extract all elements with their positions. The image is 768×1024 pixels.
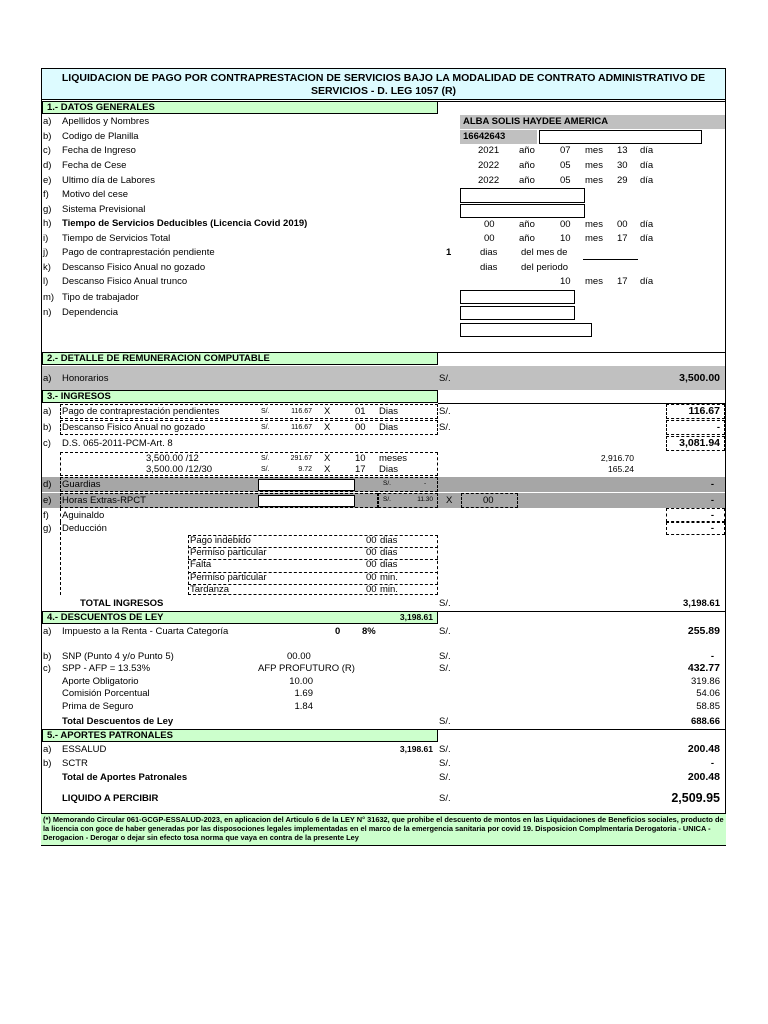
spp-amount: 432.77 (687, 662, 720, 674)
deducibles-day-label: día (640, 219, 654, 230)
horas-extras-qty: 00 (483, 495, 494, 506)
deduccion-item-divider (188, 559, 438, 560)
ingreso-b-label: Descanso Fisico Anual no gozado (62, 422, 206, 433)
honorarios-amount: 3,500.00 (679, 372, 720, 384)
horas-extras-currency: S/. (383, 496, 391, 503)
deduccion-amount: - (710, 523, 714, 534)
liquido-currency: S/. (439, 793, 451, 804)
ingreso-day: 13 (617, 145, 628, 156)
essalud-label: ESSALUD (62, 744, 107, 755)
total-descuentos-label: Total Descuentos de Ley (62, 716, 174, 727)
datos-row-label: Motivo del cese (62, 189, 129, 200)
guardias-label: Guardias (62, 479, 101, 490)
deduccion-item-unit: dias (380, 547, 398, 559)
section-4-line (438, 611, 725, 612)
section-1-header: 1.- DATOS GENERALES (42, 101, 438, 114)
datos-row-label: Dependencia (62, 307, 118, 318)
cese-year: 2022 (478, 160, 500, 171)
ingreso-c-sub2-times: X (324, 464, 331, 475)
ingreso-a-letter: a) (43, 406, 52, 417)
deduccion-item-unit: min. (380, 583, 398, 595)
sctr-currency: S/. (439, 758, 451, 769)
renta-value1: 0 (335, 626, 341, 637)
afp-sub-amount: 319.86 (690, 676, 720, 687)
total-aportes-amount: 200.48 (687, 771, 720, 783)
aguinaldo-amount: - (710, 510, 714, 521)
spp-currency: S/. (439, 663, 451, 674)
horas-extras-rate: 11.30 (417, 496, 433, 503)
aguinaldo-label: Aguinaldo (62, 510, 105, 521)
datos-row-letter: l) (43, 276, 49, 287)
afp-sub-amount: 54.06 (696, 688, 720, 699)
datos-row-letter: h) (43, 218, 52, 229)
tipo-trabajador-field[interactable] (460, 290, 575, 304)
datos-row-letter: m) (43, 292, 55, 303)
nogozado-dias-label: dias (480, 262, 498, 273)
ingreso-c-sub1-unit: 291.67 (290, 455, 312, 462)
renta-rate: 8% (362, 626, 376, 637)
sctr-label: SCTR (62, 758, 88, 769)
ingreso-c-letter: c) (43, 438, 51, 449)
deduccion-letter: g) (43, 523, 52, 534)
aguinaldo-divider (60, 508, 61, 522)
section-3-header: 3.- INGRESOS (42, 390, 438, 403)
ingreso-c-sub2-amount: 165.24 (608, 464, 634, 474)
datos-row-label: Fecha de Cese (62, 160, 127, 171)
ingreso-b-letter: b) (43, 422, 52, 433)
datos-row-letter: g) (43, 204, 52, 215)
ultimo-year: 2022 (478, 175, 500, 186)
guardias-box (60, 477, 438, 492)
datos-row-label: Descanso Fisico Anual no gozado (62, 262, 206, 273)
spp-letter: c) (43, 663, 51, 674)
ingreso-c-sub1-amount: 2,916.70 (600, 453, 634, 463)
datos-row-label: Fecha de Ingreso (62, 145, 136, 156)
liquido-label: LIQUIDO A PERCIBIR (62, 793, 159, 804)
afp-sub-label: Prima de Seguro (62, 701, 134, 712)
sctr-amount: - (710, 758, 714, 769)
ingreso-b-times: X (324, 422, 331, 433)
ingreso-a-label: Pago de contraprestación pendientes (62, 406, 220, 417)
guardias-inner-value: - (424, 480, 427, 487)
total-ingresos-label: TOTAL INGRESOS (80, 598, 164, 609)
ingreso-b-unit: 116.67 (291, 424, 312, 431)
trunco-month-label: mes (585, 276, 603, 287)
total-day: 17 (617, 233, 628, 244)
ingreso-c-sub2-qty-label: Dias (379, 464, 399, 475)
cese-month-label: mes (585, 160, 603, 171)
total-day-label: día (640, 233, 654, 244)
spp-label: SPP - AFP = 13.53% (62, 663, 151, 674)
datos-row-letter: k) (43, 262, 51, 273)
snp-letter: b) (43, 651, 52, 662)
pendiente-delmes-label: del mes de (521, 247, 568, 258)
deducibles-month-label: mes (585, 219, 603, 230)
horas-extras-letter: e) (43, 495, 52, 506)
total-month: 10 (560, 233, 571, 244)
deducibles-day: 00 (617, 219, 628, 230)
datos-row-label: Ultimo día de Labores (62, 175, 155, 186)
total-year-label: año (519, 233, 535, 244)
aguinaldo-letter: f) (43, 510, 49, 521)
ingreso-a-amount: 116.67 (688, 405, 720, 417)
renta-letter: a) (43, 626, 52, 637)
deduccion-item-qty: 00 (366, 583, 377, 595)
deduccion-item-qty: 00 (366, 571, 377, 583)
total-year: 00 (484, 233, 495, 244)
datos-row-label: Pago de contraprestación pendiente (62, 247, 215, 258)
document-title: LIQUIDACION DE PAGO POR CONTRAPRESTACION DE SERVICIOS BAJO LA MODALIDAD DE CONTRATO ADMINISTRATIVO DE SERVICIOS - D. LEG 1057 (R) (41, 68, 726, 100)
section-2-header: 2.- DETALLE DE REMUNERACION COMPUTABLE (42, 352, 438, 365)
ultimo-day: 29 (617, 175, 628, 186)
section-5-line (438, 729, 725, 730)
datos-row-letter: j) (43, 247, 49, 258)
trunco-day: 17 (617, 276, 628, 287)
datos-row-letter: i) (43, 233, 49, 244)
pendiente-dias-label: dias (480, 247, 498, 258)
pendiente-days: 1 (446, 247, 452, 258)
datos-row-label: Sistema Previsional (62, 204, 146, 215)
descuentos-base: 3,198.61 (399, 612, 433, 622)
ingreso-c-label: D.S. 065-2011-PCM-Art. 8 (62, 438, 173, 449)
total-aportes-label: Total de Aportes Patronales (62, 772, 188, 783)
datos-row-letter: c) (43, 145, 51, 156)
ingreso-c-sub1-formula: 3,500.00 /12 (146, 453, 199, 464)
datos-row-letter: f) (43, 189, 49, 200)
total-aportes-currency: S/. (439, 772, 451, 783)
horas-extras-amount: - (710, 495, 714, 506)
renta-label: Impuesto a la Renta - Cuarta Categoría (62, 626, 229, 637)
renta-currency: S/. (439, 626, 451, 637)
ingreso-b-qty: 00 (355, 422, 366, 433)
snp-amount: - (710, 651, 714, 662)
cese-year-label: año (519, 160, 535, 171)
ingreso-a-qty: 01 (355, 406, 366, 417)
datos-row-label: Tipo de trabajador (62, 292, 139, 303)
pendiente-month-field[interactable] (583, 248, 638, 260)
datos-row-label: Apellidos y Nombres (62, 116, 150, 127)
deduccion-divider (60, 522, 61, 595)
guardias-amount: - (710, 479, 714, 490)
total-month-label: mes (585, 233, 603, 244)
spp-afp: AFP PROFUTURO (R) (258, 663, 355, 674)
ingreso-b-amount: - (716, 422, 720, 433)
total-descuentos-amount: 688.66 (690, 716, 720, 727)
deducibles-year: 00 (484, 219, 495, 230)
sctr-letter: b) (43, 758, 52, 769)
afp-sub-label: Comisión Porcentual (62, 688, 150, 699)
guardias-currency: S/. (383, 480, 391, 487)
ingreso-month: 07 (560, 145, 571, 156)
deduccion-item-qty: 00 (366, 547, 377, 559)
guardias-letter: d) (43, 479, 52, 490)
deduccion-item-label: Tardanza (190, 583, 230, 595)
ingreso-c-sub1-unit-currency: S/. (261, 455, 270, 462)
ingreso-b-qty-label: Dias (379, 422, 399, 433)
ingreso-c-sub2-qty: 17 (355, 464, 366, 475)
ingreso-year: 2021 (478, 145, 500, 156)
employee-name: ALBA SOLIS HAYDEE AMERICA (463, 116, 609, 127)
essalud-currency: S/. (439, 744, 451, 755)
ingreso-c-sub1-qty: 10 (355, 453, 366, 464)
afp-sub-percent: 10.00 (289, 676, 313, 687)
cese-day: 30 (617, 160, 628, 171)
deduccion-item-label: Permiso particular (190, 547, 267, 559)
total-descuentos-currency: S/. (439, 716, 451, 727)
horas-extras-times: X (446, 495, 453, 506)
liquido-amount: 2,509.95 (671, 791, 720, 805)
deducibles-month: 00 (560, 219, 571, 230)
ingreso-b-currency: S/. (439, 422, 451, 433)
datos-row-label: Codigo de Planilla (62, 131, 139, 142)
deduccion-item-qty: 00 (366, 559, 377, 571)
ultimo-month: 05 (560, 175, 571, 186)
deduccion-label: Deducción (62, 523, 107, 534)
code-extra-field[interactable] (539, 130, 702, 144)
cese-day-label: día (640, 160, 654, 171)
nogozado-periodo-label: del periodo (521, 262, 569, 273)
deduccion-item-label: Permiso particular (190, 571, 267, 583)
deduccion-item-unit: dias (380, 535, 398, 546)
footnote: (*) Memorando Circular 061-GCGP-ESSALUD-2023, en aplicacion del Articulo 6 de la LEY N° 31632, que prohibe el descuento de montos en las Liquidaciones de Beneficios sociales, producto de la licencia con goce de haber generadas por las disposociones legales implementadas en el marco de la emergencia sanitaria por covid 19. Disposicion Complmentaria Derogatoria - UNICA - Derogacion - Derogar o dejar sin efecto tosa norma que vaya en contra de la presente Ley (41, 813, 726, 846)
honorarios-currency: S/. (439, 373, 451, 384)
ingreso-a-unit: 116.67 (291, 408, 312, 415)
deduccion-item-label: Falta (190, 559, 212, 571)
datos-row-label: Tiempo de Servicios Deducibles (Licencia Covid 2019) (62, 218, 308, 229)
ingreso-b-unit-currency: S/. (261, 424, 270, 431)
ingreso-day-label: día (640, 145, 654, 156)
snp-label: SNP (Punto 4 y/o Punto 5) (62, 651, 174, 662)
essalud-amount: 200.48 (687, 743, 720, 755)
ingreso-c-sub2-unit: 9.72 (298, 466, 312, 473)
datos-row-letter: d) (43, 160, 52, 171)
section-1-line (438, 101, 725, 102)
ingreso-year-label: año (519, 145, 535, 156)
trunco-day-label: día (640, 276, 654, 287)
horas-extras-label: Horas Extras-RPCT (62, 495, 146, 506)
section-4-header: 4.- DESCUENTOS DE LEY (42, 611, 438, 624)
deduccion-item-unit: min. (380, 571, 398, 583)
ultimo-month-label: mes (585, 175, 603, 186)
dependencia-field[interactable] (460, 306, 575, 320)
datos-row-letter: n) (43, 307, 52, 318)
snp-currency: S/. (439, 651, 451, 662)
sistema-previsional-field[interactable] (460, 204, 585, 218)
trunco-month: 10 (560, 276, 571, 287)
payroll-code: 16642643 (463, 131, 506, 142)
ultimo-year-label: año (519, 175, 535, 186)
afp-sub-amount: 58.85 (696, 701, 720, 712)
datos-row-letter: e) (43, 175, 52, 186)
datos-row-letter: b) (43, 131, 52, 142)
ingreso-a-unit-currency: S/. (261, 408, 270, 415)
section-2-line (438, 352, 725, 353)
ingreso-c-sub1-times: X (324, 453, 331, 464)
afp-sub-percent: 1.84 (294, 701, 313, 712)
total-ingresos-amount: 3,198.61 (683, 598, 720, 609)
ingreso-month-label: mes (585, 145, 603, 156)
motivo-cese-field[interactable] (460, 188, 585, 203)
section-5-header: 5.- APORTES PATRONALES (42, 729, 438, 742)
total-ingresos-currency: S/. (439, 598, 451, 609)
ingreso-a-qty-label: Dias (379, 406, 399, 417)
datos-row-letter: a) (43, 116, 52, 127)
datos-row-label: Descanso Fisico Anual trunco (62, 276, 188, 287)
ultimo-day-label: día (640, 175, 654, 186)
cese-month: 05 (560, 160, 571, 171)
afp-sub-label: Aporte Obligatorio (62, 676, 139, 687)
dependencia-extra-field[interactable] (460, 323, 592, 337)
essalud-letter: a) (43, 744, 52, 755)
ingreso-c-amount: 3,081.94 (679, 437, 720, 449)
ingreso-c-sub1-qty-label: meses (379, 453, 407, 464)
horas-extras-input[interactable] (258, 495, 355, 507)
honorarios-letter: a) (43, 373, 52, 384)
ingreso-a-times: X (324, 406, 331, 417)
afp-sub-percent: 1.69 (294, 688, 313, 699)
deducibles-year-label: año (519, 219, 535, 230)
deduccion-item-qty: 00 (366, 535, 377, 546)
ingreso-a-currency: S/. (439, 406, 451, 417)
deduccion-item-label: Pago indebido (190, 535, 251, 546)
ingreso-c-sub2-unit-currency: S/. (261, 466, 270, 473)
guardias-input[interactable] (258, 479, 355, 491)
essalud-base: 3,198.61 (399, 744, 433, 754)
ingreso-c-sub2-formula: 3,500.00 /12/30 (146, 464, 213, 475)
datos-row-label: Tiempo de Servicios Total (62, 233, 171, 244)
snp-value: 00.00 (287, 651, 311, 662)
honorarios-label: Honorarios (62, 373, 109, 384)
renta-amount: 255.89 (687, 625, 720, 637)
deduccion-item-unit: dias (380, 559, 398, 571)
